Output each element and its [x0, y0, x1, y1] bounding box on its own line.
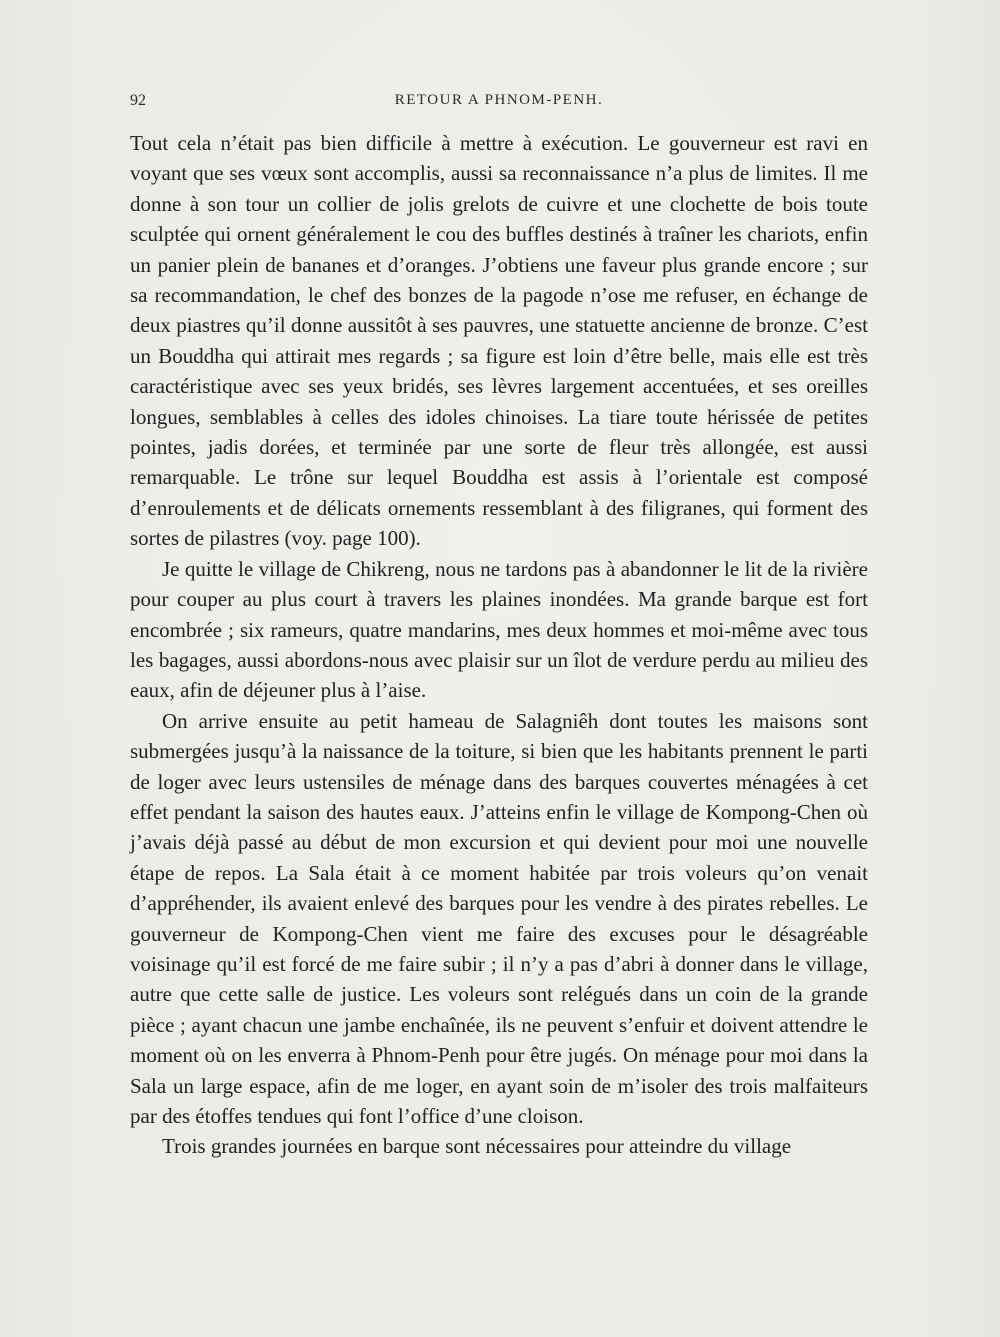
body-text: [130, 128, 868, 1162]
running-header: [130, 92, 868, 116]
paragraph-1: Tout cela n’était pas bien difficile à mettre à exécution. Le gouverneur est ravi en voyant que ses vœux sont accomplis, aussi sa reconnaissance n’a plus de limites. Il me donne à son tour un collier de jolis grelots de cuivre et une clochette de bois toute sculptée qui ornent généralement le cou des buffles destinés à traîner les chariots, enfin un panier plein de bananes et d’oranges. J’obtiens une faveur plus grande encore ; sur sa recommandation, le chef des bonzes de la pagode n’ose me refuser, en échange de deux piastres qu’il donne aussitôt à ses pauvres, une statuette ancienne de bronze. C’est un Bouddha qui attirait mes regards ; sa figure est loin d’être belle, mais elle est très caractéristique avec ses yeux bridés, ses lèvres largement accentuées, et ses oreilles longues, semblables à celles des idoles chinoises. La tiare toute hérissée de petites pointes, jadis dorées, et terminée par une sorte de fleur très allongée, est aussi remarquable. Le trône sur lequel Bouddha est assis à l’orientale est composé d’enroulements et de délicats ornements ressemblant à des filigranes, qui forment des sortes de pilastres (voy. page 100).: [130, 131, 868, 551]
page-number: 92: [130, 92, 146, 109]
chapter-title: RETOUR A PHNOM-PENH.: [394, 92, 604, 108]
paragraph-3: On arrive ensuite au petit hameau de Salagniêh dont toutes les maisons sont submergées jusqu’à la naissance de la toiture, si bien que les habitants prennent le parti de loger avec leurs ustensiles de ménage dans des barques couvertes ménagées à cet effet pendant la saison des hautes eaux. J’atteins enfin le village de Kompong-Chen où j’avais déjà passé au début de mon excursion et qui devient pour moi une nouvelle étape de repos. La Sala était à ce moment habitée par trois voleurs qu’on venait d’appréhender, ils avaient enlevé des barques pour les vendre à des pirates rebelles. Le gouverneur de Kompong-Chen vient me faire des excuses pour le désagréable voisinage qu’il est forcé de me faire subir ; il n’y a pas d’abri à donner dans le village, autre que cette salle de justice. Les voleurs sont relégués dans un coin de la grande pièce ; ayant chacun une jambe enchaînée, ils ne peuvent s’enfuir et doivent attendre le moment où on les enverra à Phnom-Penh pour être jugés. On ménage pour moi dans la Sala un large espace, afin de me loger, en ayant soin de m’isoler des trois malfaiteurs par des étoffes tendues qui font l’office d’une cloison.: [130, 708, 868, 1128]
paragraph-2: Je quitte le village de Chikreng, nous ne tardons pas à abandonner le lit de la rivière pour couper au plus court à travers les plaines inondées. Ma grande barque est fort encombrée ; six rameurs, quatre mandarins, mes deux hommes et moi-même avec tous les bagages, aussi abordons-nous avec plaisir sur un îlot de verdure perdu au milieu des eaux, afin de déjeuner plus à l’aise.: [130, 556, 868, 703]
paragraph-4: Trois grandes journées en barque sont nécessaires pour atteindre du village: [162, 1134, 792, 1159]
